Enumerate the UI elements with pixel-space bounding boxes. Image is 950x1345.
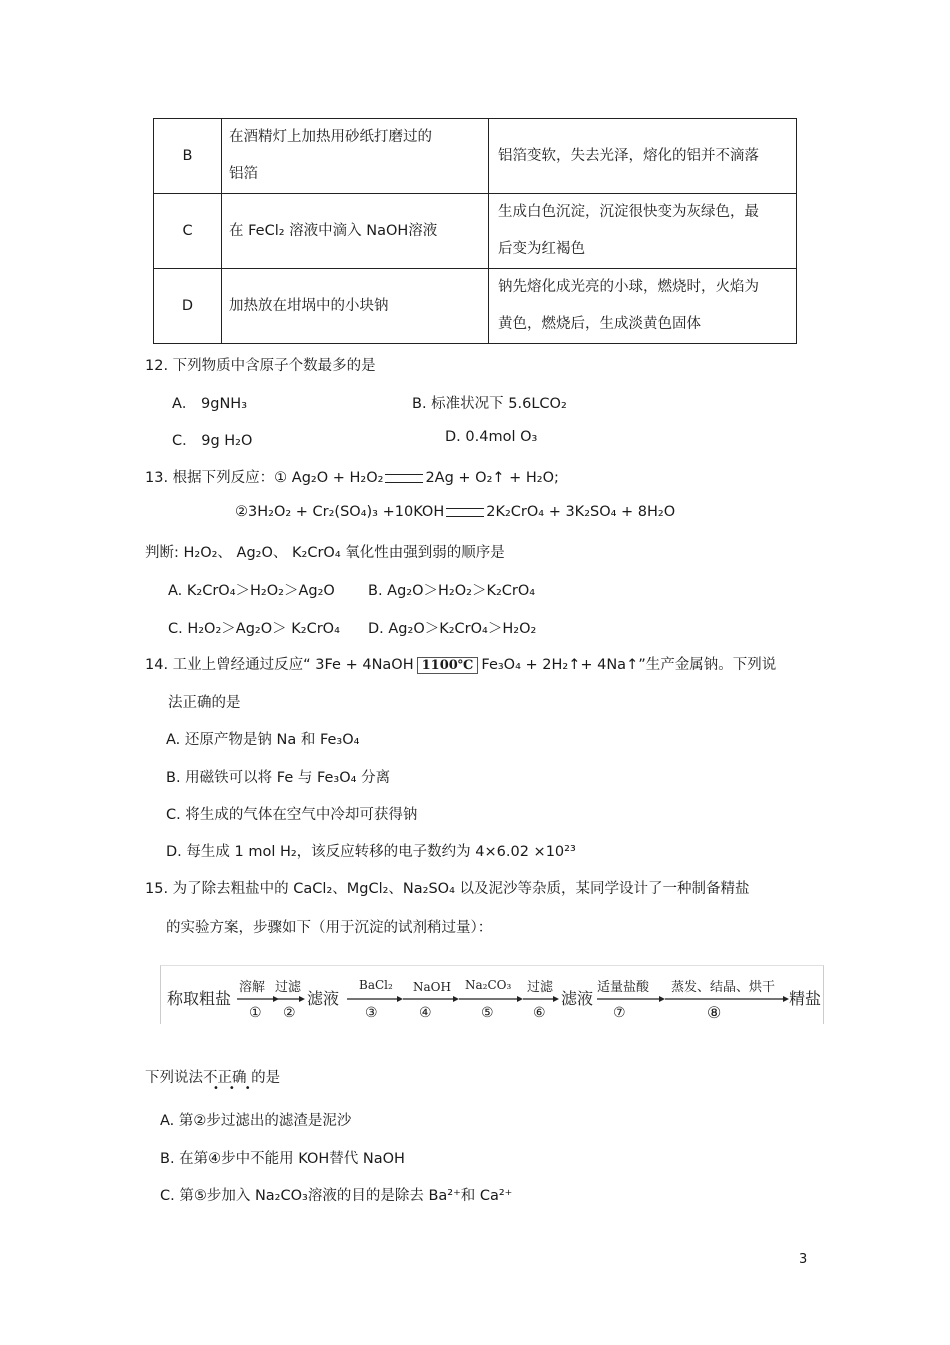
q15-option-a: A. 第②步过滤出的滤渣是泥沙 bbox=[160, 1113, 352, 1129]
q13-stem bbox=[145, 466, 559, 487]
arrow-head-icon bbox=[517, 996, 523, 1002]
procedure-flowchart bbox=[160, 965, 824, 1024]
flow-step-number: ② bbox=[283, 1005, 296, 1021]
q14-option-a: A. 还原产物是钠 Na 和 Fe₃O₄ bbox=[166, 732, 360, 748]
flow-end: 精盐 bbox=[789, 989, 822, 1008]
arrow-head-icon bbox=[453, 996, 459, 1002]
flow-step-number: ⑦ bbox=[613, 1005, 626, 1021]
page-number: 3 bbox=[799, 1252, 808, 1267]
q13-option-a: A. K₂CrO₄＞H₂O₂＞Ag₂O bbox=[168, 583, 335, 599]
q13-option-d: D. Ag₂O＞K₂CrO₄＞H₂O₂ bbox=[368, 621, 537, 637]
phenomenon-cell: 铝箔变软，失去光泽，熔化的铝并不滴落 bbox=[489, 119, 797, 194]
flow-step-label: 溶解 bbox=[239, 980, 266, 995]
q12-option-d: D. 0.4mol O₃ bbox=[445, 429, 538, 445]
q13-reaction-2-right: 2K₂CrO₄ + 3K₂SO₄ + 8H₂O bbox=[486, 504, 676, 520]
row-id: B bbox=[154, 119, 222, 194]
flow-step-number: ③ bbox=[365, 1005, 378, 1021]
table-row bbox=[154, 194, 797, 269]
q15-option-c: C. 第⑤步加入 Na₂CO₃溶液的目的是除去 Ba²⁺和 Ca²⁺ bbox=[160, 1188, 513, 1204]
q14-option-c: C. 将生成的气体在空气中冷却可获得钠 bbox=[166, 807, 418, 823]
flow-step-number: ① bbox=[249, 1005, 262, 1021]
q14-stem bbox=[145, 653, 776, 674]
q12-stem: 12. 下列物质中含原子个数最多的是 bbox=[145, 358, 376, 374]
q12-option-b: B. 标准状况下 5.6LCO₂ bbox=[412, 396, 567, 412]
row-id: C bbox=[154, 194, 222, 269]
flow-intermediate: 滤液 bbox=[307, 989, 340, 1008]
flow-reagent: BaCl₂ bbox=[359, 978, 393, 992]
phenomenon-cell bbox=[489, 269, 797, 344]
phenomenon-line: 后变为红褐色 bbox=[498, 241, 585, 257]
operation-cell: 加热放在坩埚中的小块钠 bbox=[222, 269, 489, 344]
q15-stem: 15. 为了除去粗盐中的 CaCl₂、MgCl₂、Na₂SO₄ 以及泥沙等杂质，某同学设计了一种制备精盐 bbox=[145, 881, 750, 897]
q15-stem-line2: 的实验方案，步骤如下（用于沉淀的试剂稍过量）： bbox=[166, 920, 493, 936]
flow-step-number: ⑤ bbox=[481, 1005, 494, 1021]
q14-stem-right: Fe₃O₄ + 2H₂↑+ 4Na↑”生产金属钠。下列说 bbox=[481, 657, 777, 673]
flow-step-number: ④ bbox=[419, 1005, 432, 1021]
q12-option-c: C． 9g H₂O bbox=[172, 433, 253, 449]
q12-option-a: A． 9gNH₃ bbox=[172, 396, 248, 412]
q14-stem-left: 14. 工业上曾经通过反应“ 3Fe + 4NaOH bbox=[145, 657, 414, 673]
q13-reaction-1-left: 13. 根据下列反应：① Ag₂O + H₂O₂ bbox=[145, 470, 384, 486]
q15-question: 下列说法不正确 的是 bbox=[145, 1070, 281, 1086]
q13-option-c: C. H₂O₂＞Ag₂O＞ K₂CrO₄ bbox=[168, 621, 340, 637]
table-row bbox=[154, 119, 797, 194]
q13-option-b: B. Ag₂O＞H₂O₂＞K₂CrO₄ bbox=[368, 583, 536, 599]
emphasis-dots: ••• bbox=[213, 1083, 261, 1094]
operation-line: 铝箔 bbox=[229, 166, 258, 182]
phenomenon-line: 生成白色沉淀，沉淀很快变为灰绿色，最 bbox=[498, 204, 759, 220]
operation-line: 在酒精灯上加热用砂纸打磨过的 bbox=[229, 129, 432, 145]
flow-intermediate: 滤液 bbox=[561, 989, 594, 1008]
flow-step-label: 过滤 bbox=[275, 980, 302, 995]
q13-judge: 判断: H₂O₂、 Ag₂O、 K₂CrO₄ 氧化性由强到弱的顺序是 bbox=[145, 545, 505, 561]
flow-step-label: 蒸发、结晶、烘干 bbox=[671, 980, 776, 995]
experiment-table bbox=[153, 118, 797, 344]
flow-step-label: 适量盐酸 bbox=[597, 980, 650, 995]
phenomenon-cell bbox=[489, 194, 797, 269]
phenomenon-line: 钠先熔化成光亮的小球，燃烧时，火焰为 bbox=[498, 279, 759, 295]
flow-reagent: Na₂CO₃ bbox=[465, 978, 512, 992]
flow-step-label: 过滤 bbox=[527, 980, 554, 995]
flowchart-svg bbox=[161, 966, 823, 1024]
arrow-head-icon bbox=[397, 996, 403, 1002]
flow-reagent: NaOH bbox=[413, 980, 451, 994]
flow-start: 称取粗盐 bbox=[167, 989, 232, 1008]
equals-sign-icon bbox=[446, 508, 484, 517]
flow-step-number: ⑥ bbox=[533, 1005, 546, 1021]
q13-reaction-2-left: ②3H₂O₂ + Cr₂(SO₄)₃ +10KOH bbox=[235, 504, 445, 520]
q14-option-d: D. 每生成 1 mol H₂，该反应转移的电子数约为 4×6.02 ×10²³ bbox=[166, 844, 576, 860]
q15-option-b: B. 在第④步中不能用 KOH替代 NaOH bbox=[160, 1151, 405, 1167]
arrow-head-icon bbox=[299, 996, 305, 1002]
equals-sign-icon bbox=[385, 474, 423, 483]
reaction-condition: 1100℃ bbox=[417, 657, 479, 674]
row-id: D bbox=[154, 269, 222, 344]
arrow-head-icon bbox=[659, 996, 665, 1002]
phenomenon-line: 黄色，燃烧后，生成淡黄色固体 bbox=[498, 316, 701, 332]
q14-stem-line2: 法正确的是 bbox=[168, 695, 241, 711]
q14-option-b: B. 用磁铁可以将 Fe 与 Fe₃O₄ 分离 bbox=[166, 770, 391, 786]
q13-reaction-2 bbox=[235, 504, 675, 520]
operation-cell: 在 FeCl₂ 溶液中滴入 NaOH溶液 bbox=[222, 194, 489, 269]
arrow-head-icon bbox=[553, 996, 559, 1002]
table-row bbox=[154, 269, 797, 344]
flow-step-number: ⑧ bbox=[707, 1003, 722, 1022]
q13-reaction-1-right: 2Ag + O₂↑ + H₂O; bbox=[425, 470, 559, 486]
operation-cell bbox=[222, 119, 489, 194]
